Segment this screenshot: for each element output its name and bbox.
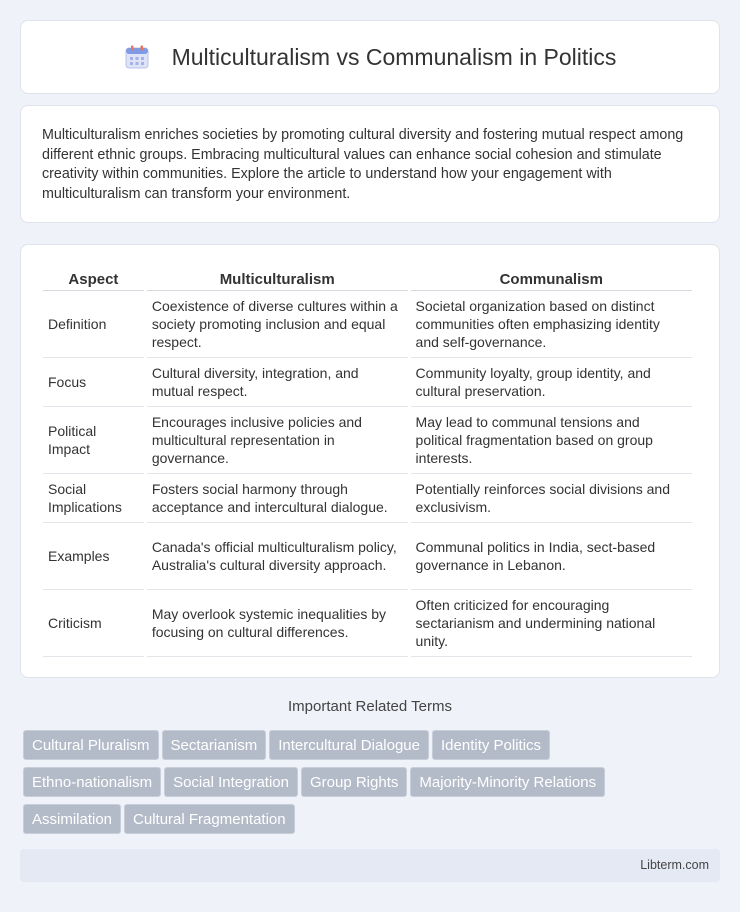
row-communalism: Community loyalty, group identity, and cultural preservation.: [411, 358, 692, 407]
related-terms-list: [23, 730, 723, 841]
table-row: [43, 407, 692, 474]
row-communalism: Societal organization based on distinct communities often emphasizing identity and self-governance.: [411, 291, 692, 358]
intro-card: [20, 105, 720, 223]
related-term-tag[interactable]: Intercultural Dialogue: [269, 730, 429, 760]
related-terms-heading: Important Related Terms: [288, 698, 452, 715]
related-term-tag[interactable]: Cultural Pluralism: [23, 730, 159, 760]
row-multiculturalism: Encourages inclusive policies and multicultural representation in governance.: [147, 407, 408, 474]
page-title: Multiculturalism vs Communalism in Politics: [171, 43, 617, 70]
row-aspect: Social Implications: [43, 474, 144, 523]
table-row: [43, 590, 692, 657]
related-term-tag[interactable]: Majority-Minority Relations: [410, 767, 605, 797]
table-header-row: [43, 265, 692, 291]
related-term-tag[interactable]: Identity Politics: [432, 730, 550, 760]
related-term-tag[interactable]: Group Rights: [301, 767, 407, 797]
row-aspect: Political Impact: [43, 407, 144, 474]
calendar-icon: [124, 44, 150, 70]
row-aspect: Criticism: [43, 590, 144, 657]
comparison-table: [40, 265, 695, 657]
title-card: [20, 20, 720, 94]
row-aspect: Examples: [43, 523, 144, 590]
row-multiculturalism: Cultural diversity, integration, and mutual respect.: [147, 358, 408, 407]
row-communalism: Communal politics in India, sect-based governance in Lebanon.: [411, 523, 692, 590]
table-row: [43, 291, 692, 358]
row-aspect: Focus: [43, 358, 144, 407]
intro-paragraph: Multiculturalism enriches societies by promoting cultural diversity and fostering mutual respect among different ethnic groups. Embracing multicultural values can enhance social cohesion and stimulate creativity within communities. Explore the article to understand how your engagement with multiculturalism can transform your environment.: [42, 127, 684, 202]
footer-site-link[interactable]: Libterm.com: [640, 858, 709, 872]
related-term-tag[interactable]: Social Integration: [164, 767, 298, 797]
related-term-tag[interactable]: Ethno-nationalism: [23, 767, 161, 797]
row-multiculturalism: Coexistence of diverse cultures within a society promoting inclusion and equal respect.: [147, 291, 408, 358]
footer: [20, 849, 720, 882]
header-aspect: Aspect: [43, 265, 144, 291]
related-term-tag[interactable]: Cultural Fragmentation: [124, 804, 295, 834]
row-aspect: Definition: [43, 291, 144, 358]
row-communalism: Potentially reinforces social divisions and exclusivism.: [411, 474, 692, 523]
related-term-tag[interactable]: Sectarianism: [162, 730, 267, 760]
row-multiculturalism: Canada's official multiculturalism policy, Australia's cultural diversity approach.: [147, 523, 408, 590]
row-multiculturalism: Fosters social harmony through acceptance and intercultural dialogue.: [147, 474, 408, 523]
row-communalism: May lead to communal tensions and political fragmentation based on group interests.: [411, 407, 692, 474]
row-multiculturalism: May overlook systemic inequalities by focusing on cultural differences.: [147, 590, 408, 657]
table-row: [43, 358, 692, 407]
header-communalism: Communalism: [411, 265, 692, 291]
comparison-table-card: [20, 244, 720, 678]
related-term-tag[interactable]: Assimilation: [23, 804, 121, 834]
table-row: [43, 474, 692, 523]
row-communalism: Often criticized for encouraging sectarianism and undermining national unity.: [411, 590, 692, 657]
header-multiculturalism: Multiculturalism: [147, 265, 408, 291]
table-row: [43, 523, 692, 590]
